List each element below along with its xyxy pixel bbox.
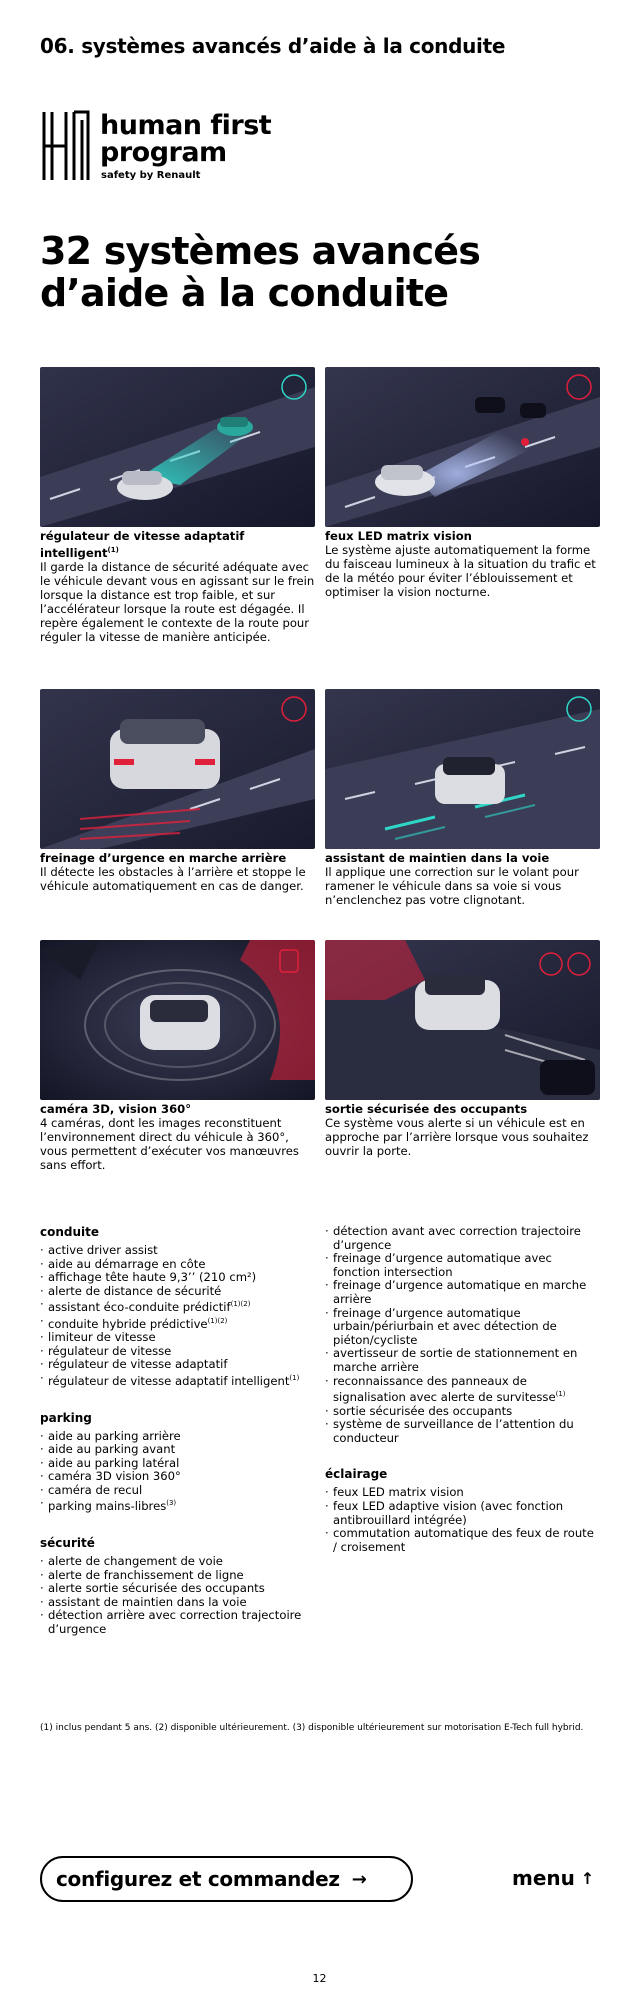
list-item: · alerte de distance de sécurité — [40, 1285, 310, 1299]
h1-logo-icon — [40, 110, 92, 182]
menu-label: menu — [512, 1866, 575, 1890]
list-item: · commutation automatique des feux de route / croisement — [325, 1527, 595, 1554]
configure-and-order-button[interactable] — [40, 1856, 413, 1902]
arrow-right-icon: → — [351, 1868, 367, 1890]
page-headline: 32 systèmes avancés d’aide à la conduite — [40, 229, 481, 315]
feature-title: caméra 3D, vision 360° — [40, 1102, 192, 1116]
list-item: · limiteur de vitesse — [40, 1331, 310, 1345]
list-group-securite — [40, 1536, 310, 1637]
list-item: · active driver assist — [40, 1244, 310, 1258]
footnote-ref: (1) — [107, 546, 119, 554]
feature-title: freinage d’urgence en marche arrière — [40, 851, 287, 865]
list-group-securite-continued — [325, 1225, 595, 1445]
feature-title: assistant de maintien dans la voie — [325, 851, 550, 865]
page-number: 12 — [312, 1972, 327, 1985]
list-item: · aide au parking arrière — [40, 1430, 310, 1444]
feature-title: feux LED matrix vision — [325, 529, 472, 543]
feature-description: Il détecte les obstacles à l’arrière et stoppe le véhicule automatiquement en cas de danger. — [40, 865, 306, 893]
list-heading: conduite — [40, 1225, 100, 1239]
feature-card — [40, 367, 315, 644]
list-item: · caméra 3D vision 360° — [40, 1470, 310, 1484]
feature-image-reverse-braking — [40, 689, 315, 849]
feature-image-safe-exit — [325, 940, 600, 1100]
list-item: · aide au parking latéral — [40, 1457, 310, 1471]
logo-line1: human first — [100, 110, 272, 141]
feature-description: Il applique une correction sur le volant pour ramener le véhicule dans sa voie si vous n’enclenchez pas votre clignotant. — [325, 865, 579, 907]
section-title: 06. systèmes avancés d’aide à la conduite — [40, 34, 506, 58]
list-item: · avertisseur de sortie de stationnement en marche arrière — [325, 1347, 595, 1374]
list-item: · reconnaissance des panneaux de signalisation avec alerte de survitesse$^{(1)}$ — [325, 1375, 595, 1405]
human-first-program-logo — [40, 110, 310, 190]
footnote-ref: (1) — [289, 1374, 300, 1383]
list-item: · alerte sortie sécurisée des occupants — [40, 1582, 310, 1596]
list-group-conduite — [40, 1225, 310, 1389]
list-item: · alerte de changement de voie — [40, 1555, 310, 1569]
feature-card — [325, 689, 600, 907]
list-item: · sortie sécurisée des occupants — [325, 1405, 595, 1419]
feature-image-360-camera — [40, 940, 315, 1100]
cta-label: configurez et commandez — [56, 1867, 340, 1891]
footnote-ref: (1)(2) — [207, 1316, 228, 1325]
list-heading: sécurité — [40, 1535, 95, 1550]
list-item: · détection avant avec correction trajectoire d’urgence — [325, 1225, 595, 1252]
list-item: · affichage tête haute 9,3’’ (210 cm²) — [40, 1271, 310, 1285]
feature-image-adaptive-cruise — [40, 367, 315, 527]
systems-list-right — [325, 1225, 595, 1576]
footnote-ref: (1) — [555, 1390, 566, 1399]
menu-button[interactable] — [512, 1866, 594, 1890]
feature-description: Il garde la distance de sécurité adéquate avec le véhicule devant vous en agissant sur le frein lorsque la distance est trop faible, et sur l’accélérateur lorsque la route est dégagée. Il repère également le contexte de la route pour réguler la vitesse de manière anticipée. — [40, 559, 315, 644]
feature-description: Le système ajuste automatiquement la forme du faisceau lumineux à la situation du trafic et de la météo pour éviter l’éblouissement et optimiser la vision nocturne. — [325, 543, 596, 599]
footnote-ref: (1)(2) — [230, 1300, 251, 1309]
footnotes: (1) inclus pendant 5 ans. (2) disponible ultérieurement. (3) disponible ultérieurement sur motorisation E-Tech full hybrid. — [40, 1723, 584, 1733]
feature-card — [40, 689, 315, 893]
list-item: · caméra de recul — [40, 1484, 310, 1498]
list-item: · feux LED adaptive vision (avec fonction antibrouillard intégrée) — [325, 1500, 595, 1527]
feature-card — [40, 940, 315, 1172]
list-item: · assistant éco-conduite prédictif$^{(1)(2)}$ — [40, 1298, 310, 1314]
list-group-eclairage — [325, 1467, 595, 1554]
arrow-up-icon: ↑ — [580, 1868, 595, 1888]
list-item: · assistant de maintien dans la voie — [40, 1596, 310, 1610]
list-item: · alerte de franchissement de ligne — [40, 1569, 310, 1583]
list-item: · freinage d’urgence automatique en marche arrière — [325, 1279, 595, 1306]
feature-description: 4 caméras, dont les images reconstituent l’environnement direct du véhicule à 360°, vous permettent d’exécuter vos manœuvres sans effort. — [40, 1116, 299, 1172]
list-item: · parking mains-libres$^{(3)}$ — [40, 1497, 310, 1513]
feature-card — [325, 367, 600, 599]
list-item: · freinage d’urgence automatique urbain/périurbain et avec détection de piéton/cycliste — [325, 1307, 595, 1348]
list-item: · détection arrière avec correction trajectoire d’urgence — [40, 1609, 310, 1636]
list-item: · conduite hybride prédictive$^{(1)(2)}$ — [40, 1315, 310, 1331]
list-item: · système de surveillance de l’attention du conducteur — [325, 1418, 595, 1445]
feature-title: régulateur de vitesse adaptatif intelligent — [40, 529, 245, 560]
list-item: · régulateur de vitesse adaptatif — [40, 1358, 310, 1372]
list-item: · aide au démarrage en côte — [40, 1258, 310, 1272]
list-item: · freinage d’urgence automatique avec fonction intersection — [325, 1252, 595, 1279]
feature-description: Ce système vous alerte si un véhicule est en approche par l’arrière lorsque vous souhaitez ouvrir la porte. — [325, 1116, 589, 1158]
list-item: · régulateur de vitesse — [40, 1345, 310, 1359]
feature-card — [325, 940, 600, 1158]
list-group-parking — [40, 1411, 310, 1514]
logo-subtitle: safety by Renault — [101, 170, 201, 181]
logo-line2: program — [100, 137, 227, 168]
list-item: · régulateur de vitesse adaptatif intelligent$^{(1)}$ — [40, 1372, 310, 1388]
footnote-ref: (3) — [166, 1499, 177, 1508]
list-heading: parking — [40, 1410, 92, 1425]
feature-image-lane-keeping — [325, 689, 600, 849]
list-item: · aide au parking avant — [40, 1443, 310, 1457]
feature-image-led-matrix — [325, 367, 600, 527]
list-heading: éclairage — [325, 1467, 388, 1482]
feature-title: sortie sécurisée des occupants — [325, 1102, 528, 1116]
systems-list-left — [40, 1225, 310, 1659]
list-item: · feux LED matrix vision — [325, 1486, 595, 1500]
